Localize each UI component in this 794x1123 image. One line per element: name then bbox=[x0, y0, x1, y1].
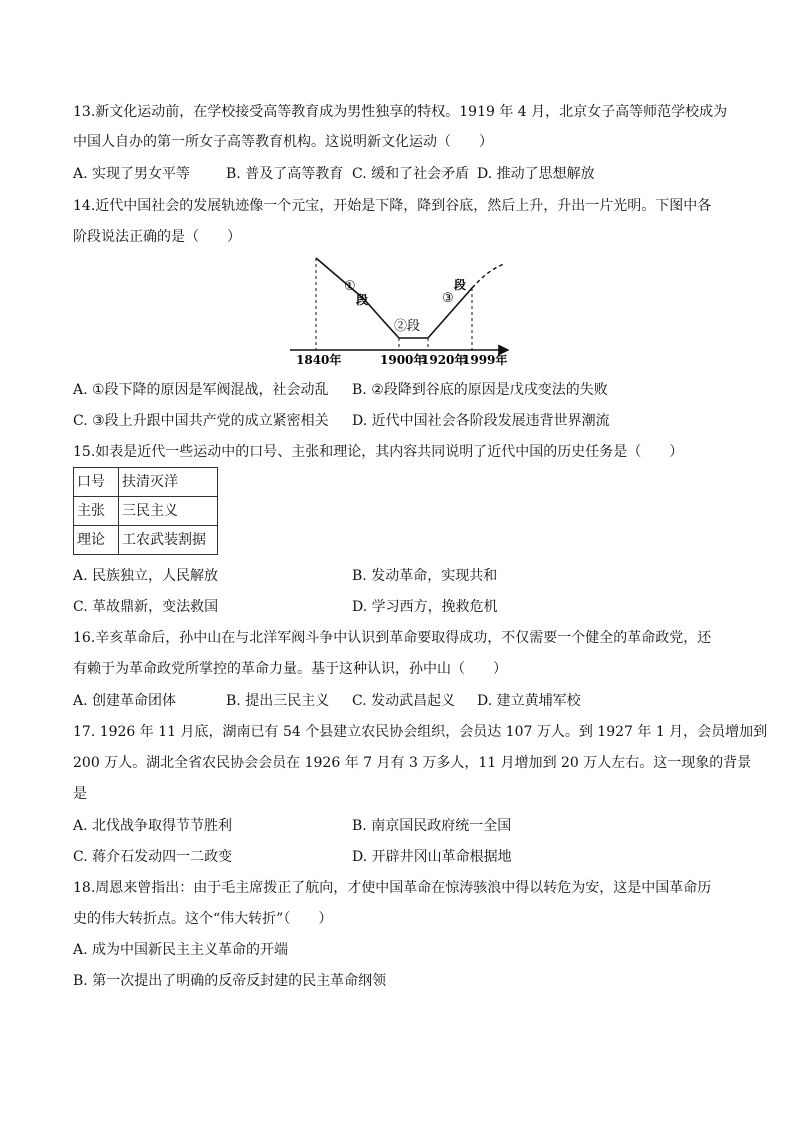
trajectory-future bbox=[472, 264, 504, 288]
q14-stem-line2: 阶段说法正确的是（ ） bbox=[73, 229, 241, 245]
q15-option-c: C. 革故鼎新，变法救国 bbox=[73, 599, 219, 615]
q13-stem-line1: 13.新文化运动前，在学校接受高等教育成为男性独享的特权。1919 年 4 月，北京女子高等师范学校成为 bbox=[73, 104, 728, 120]
table-row bbox=[74, 526, 218, 555]
yuanbao-trajectory-figure bbox=[286, 252, 516, 370]
table-row bbox=[74, 497, 218, 526]
q14-stem-line1: 14.近代中国社会的发展轨迹像一个元宝，开始是下降，降到谷底，然后上升，升出一片光明。下图中各 bbox=[73, 198, 712, 214]
q16-option-c: C. 发动武昌起义 bbox=[352, 693, 456, 709]
q14-option-c: C. ③段上升跟中国共产党的成立紧密相关 bbox=[73, 413, 329, 429]
stage1-word: 段 bbox=[356, 293, 369, 307]
q13-option-b: B. 普及了高等教育 bbox=[226, 166, 344, 182]
table-cell-key: 口号 bbox=[74, 468, 119, 497]
tick-1900: 1900年 bbox=[380, 353, 426, 367]
stage3-number: ③ bbox=[442, 291, 454, 306]
q15-option-d: D. 学习西方，挽救危机 bbox=[352, 599, 498, 615]
q17-option-c: C. 蒋介石发动四一二政变 bbox=[73, 849, 233, 865]
q17-stem-line1: 17. 1926 年 11 月底，湖南已有 54 个县建立农民协会组织，会员达 107 万人。到 1927 年 1 月，会员增加到 bbox=[73, 724, 768, 740]
q18-stem-line1: 18.周恩来曾指出：由于毛主席拨正了航向，才使中国革命在惊涛骇浪中得以转危为安，这是中国革命历 bbox=[73, 880, 712, 896]
q13-stem-line2: 中国人自办的第一所女子高等教育机构。这说明新文化运动（ ） bbox=[73, 134, 493, 150]
q13-option-a: A. 实现了男女平等 bbox=[73, 166, 191, 182]
stage3-word: 段 bbox=[454, 278, 467, 292]
q15-stem-line1: 15.如表是近代一些运动中的口号、主张和理论，其内容共同说明了近代中国的历史任务是（ ） bbox=[73, 444, 684, 460]
q18-stem-line2: 史的伟大转折点。这个“伟大转折”（ ） bbox=[73, 911, 333, 927]
tick-1920: 1920年 bbox=[421, 353, 467, 367]
table-cell-value: 工农武装割据 bbox=[119, 526, 218, 555]
q17-option-b: B. 南京国民政府统一全国 bbox=[352, 818, 512, 834]
q17-option-d: D. 开辟井冈山革命根据地 bbox=[352, 849, 512, 865]
q16-option-d: D. 建立黄埔军校 bbox=[477, 693, 581, 709]
q14-option-d: D. 近代中国社会各阶段发展违背世界潮流 bbox=[352, 413, 610, 429]
slogan-table bbox=[73, 467, 218, 555]
q15-option-b: B. 发动革命，实现共和 bbox=[352, 568, 498, 584]
q17-option-a: A. 北伐战争取得节节胜利 bbox=[73, 818, 233, 834]
q18-option-b: B. 第一次提出了明确的反帝反封建的民主革命纲领 bbox=[73, 973, 387, 989]
tick-1999: 1999年 bbox=[462, 353, 508, 367]
q16-stem-line1: 16.辛亥革命后，孙中山在与北洋军阀斗争中认识到革命要取得成功，不仅需要一个健全的革命政党，还 bbox=[73, 630, 712, 646]
q18-option-a: A. 成为中国新民主主义革命的开端 bbox=[73, 942, 289, 958]
stage1-number: ① bbox=[344, 279, 356, 294]
q16-option-a: A. 创建革命团体 bbox=[73, 693, 177, 709]
stage2-label: ②段 bbox=[394, 319, 421, 334]
q14-option-a: A. ①段下降的原因是军阀混战，社会动乱 bbox=[73, 382, 329, 398]
table-row bbox=[74, 468, 218, 497]
table-cell-value: 扶清灭洋 bbox=[119, 468, 218, 497]
q17-stem-line2: 200 万人。湖北全省农民协会会员在 1926 年 7 月有 3 万多人，11 月增加到 20 万人左右。这一现象的背景 bbox=[73, 755, 752, 771]
q13-option-c: C. 缓和了社会矛盾 bbox=[352, 166, 470, 182]
table-cell-key: 主张 bbox=[74, 497, 119, 526]
q16-stem-line2: 有赖于为革命政党所掌控的革命力量。基于这种认识，孙中山（ ） bbox=[73, 661, 507, 677]
q17-stem-line3: 是 bbox=[73, 786, 87, 802]
q16-option-b: B. 提出三民主义 bbox=[226, 693, 330, 709]
tick-1840: 1840年 bbox=[296, 353, 342, 367]
table-cell-key: 理论 bbox=[74, 526, 119, 555]
q15-option-a: A. 民族独立，人民解放 bbox=[73, 568, 219, 584]
table-cell-value: 三民主义 bbox=[119, 497, 218, 526]
q14-option-b: B. ②段降到谷底的原因是戊戌变法的失败 bbox=[352, 382, 608, 398]
q13-option-d: D. 推动了思想解放 bbox=[477, 166, 595, 182]
